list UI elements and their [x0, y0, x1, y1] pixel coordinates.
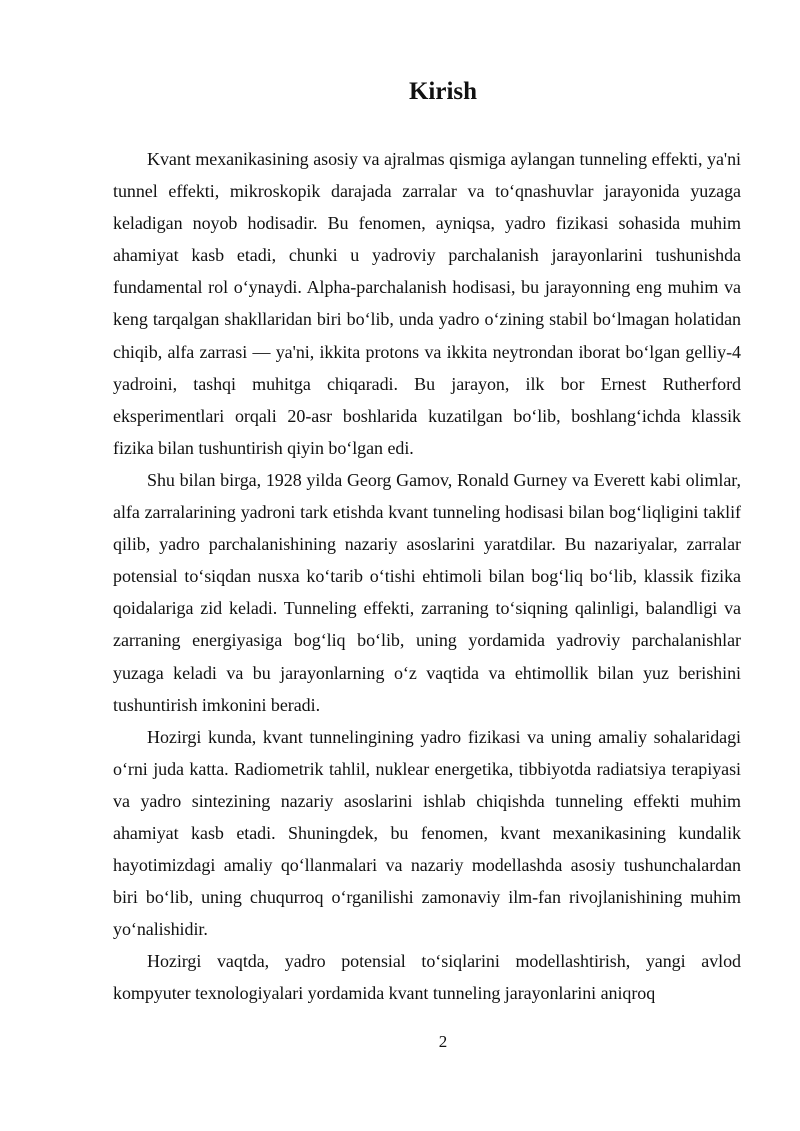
paragraph-2: Shu bilan birga, 1928 yilda Georg Gamov, Ronald Gurney va Everett kabi olimlar, alfa zarralarining yadroni tark etishda kvant tunneling hodisasi bilan bog‘liqligini taklif qilib, yadro parchalanishining nazariy asoslarini yaratdilar. Bu nazariyalar, zarralar potensial to‘siqdan nusxa ko‘tarib o‘tishi ehtimoli bilan bog‘liq bo‘lib, klassik fizika qoidalariga zid keladi. Tunneling effekti, zarraning to‘siqning qalinligi, balandligi va zarraning energiyasiga bog‘liq bo‘lib, uning yordamida yadroviy parchalanishlar yuzaga keladi va bu jarayonlarning o‘z vaqtida va ehtimollik bilan yuz berishini tushuntirish imkonini beradi.	[113, 469, 741, 715]
paragraph-4: Hozirgi vaqtda, yadro potensial to‘siqlarini modellashtirish, yangi avlod kompyuter texnologiyalari yordamida kvant tunneling jarayonlarini aniqroq	[113, 951, 741, 1004]
document-body	[113, 143, 741, 1010]
page-number: 2	[438, 1032, 448, 1051]
page-title: Kirish	[408, 78, 478, 105]
paragraph-1: Kvant mexanikasining asosiy va ajralmas qismiga aylangan tunneling effekti, ya'ni tunnel effekti, mikroskopik darajada zarralar va to‘qnashuvlar jarayonida yuzaga keladigan noyob hodisadir. Bu fenomen, ayniqsa, yadro fizikasi sohasida muhim ahamiyat kasb etadi, chunki u yadroviy parchalanish jarayonlarini tushunishda fundamental rol o‘ynaydi. Alpha-parchalanish hodisasi, bu jarayonning eng muhim va keng tarqalgan shakllaridan biri bo‘lib, unda yadro o‘zining stabil bo‘lmagan holatidan chiqib, alfa zarrasi — ya'ni, ikkita protons va ikkita neytrondan iborat bo‘lgan gelliy-4 yadroini, tashqi muhitga chiqaradi. Bu jarayon, ilk bor Ernest Rutherford eksperimentlari orqali 20-asr boshlarida kuzatilgan bo‘lib, boshlang‘ichda klassik fizika bilan tushuntirish qiyin bo‘lgan edi.	[113, 149, 741, 458]
paragraph-3: Hozirgi kunda, kvant tunnelingining yadro fizikasi va uning amaliy sohalaridagi o‘rni juda katta. Radiometrik tahlil, nuklear energetika, tibbiyotda radiatsiya terapiyasi va yadro sintezining nazariy asoslarini ishlab chiqishda tunneling effekti muhim ahamiyat kasb etadi. Shuningdek, bu fenomen, kvant mexanikasining kundalik hayotimizdagi amaliy qo‘llanmalari va nazariy modellashda asosiy tushunchalardan biri bo‘lib, uning chuqurroq o‘rganilishi zamonaviy ilm-fan rivojlanishining muhim yo‘nalishidir.	[113, 726, 741, 940]
